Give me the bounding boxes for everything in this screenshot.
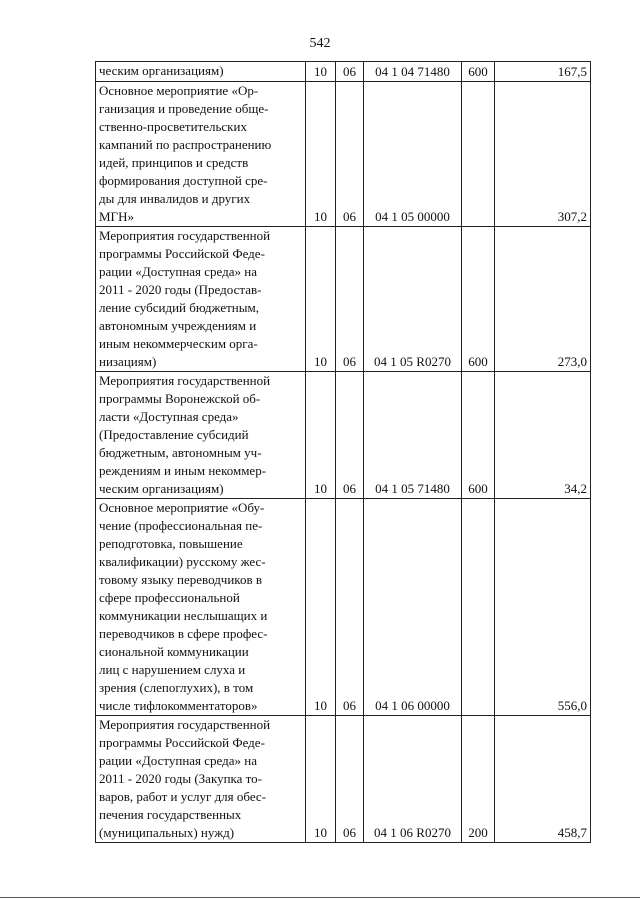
- row-pr: 06: [336, 62, 364, 82]
- table-row: [96, 499, 591, 716]
- row-amount: 273,0: [495, 227, 591, 372]
- row-name: ческим организациям): [96, 62, 306, 82]
- row-amount: 167,5: [495, 62, 591, 82]
- row-amount: 307,2: [495, 82, 591, 227]
- row-vr: [462, 499, 495, 716]
- row-rz: 10: [306, 716, 336, 843]
- row-vr: 600: [462, 62, 495, 82]
- row-name: Основное мероприятие «Ор- ганизация и проведение обще- ственно-просветительских кампаний по распространению идей, принципов и средств формирования доступной сре- ды для инвалидов и других МГН»: [96, 82, 306, 227]
- row-rz: 10: [306, 82, 336, 227]
- row-amount: 34,2: [495, 372, 591, 499]
- row-vr: [462, 82, 495, 227]
- table-row: [96, 372, 591, 499]
- row-pr: 06: [336, 372, 364, 499]
- row-vr: 600: [462, 372, 495, 499]
- table-row: [96, 716, 591, 843]
- row-csr: 04 1 05 71480: [364, 372, 462, 499]
- row-name: Мероприятия государственной программы Российской Феде- рации «Доступная среда» на 2011 - 2020 годы (Закупка то- варов, работ и услуг для обес- печения государственных (муниципальных) нужд): [96, 716, 306, 843]
- budget-table: [95, 61, 591, 843]
- table-row: [96, 62, 591, 82]
- row-csr: 04 1 05 00000: [364, 82, 462, 227]
- table-row: [96, 82, 591, 227]
- row-csr: 04 1 06 R0270: [364, 716, 462, 843]
- row-pr: 06: [336, 227, 364, 372]
- row-csr: 04 1 04 71480: [364, 62, 462, 82]
- page-bottom-rule: [0, 897, 640, 898]
- row-amount: 556,0: [495, 499, 591, 716]
- row-csr: 04 1 05 R0270: [364, 227, 462, 372]
- row-vr: 600: [462, 227, 495, 372]
- page-number: 542: [309, 36, 331, 51]
- row-name: Основное мероприятие «Обу- чение (профессиональная пе- реподготовка, повышение квалификации) русскому жес- товому языку переводчиков в сфере профессиональной коммуникации неслышащих и переводчиков в сфере профес- сиональной коммуникации лиц с нарушением слуха и зрения (слепоглухих), в том числе тифлокомментаторов»: [96, 499, 306, 716]
- row-rz: 10: [306, 499, 336, 716]
- row-pr: 06: [336, 499, 364, 716]
- row-rz: 10: [306, 372, 336, 499]
- row-csr: 04 1 06 00000: [364, 499, 462, 716]
- row-rz: 10: [306, 62, 336, 82]
- row-pr: 06: [336, 82, 364, 227]
- row-rz: 10: [306, 227, 336, 372]
- row-amount: 458,7: [495, 716, 591, 843]
- row-name: Мероприятия государственной программы Российской Феде- рации «Доступная среда» на 2011 - 2020 годы (Предостав- ление субсидий бюджетным, автономным учреждениям и иным некоммерческим орга- низациям): [96, 227, 306, 372]
- row-name: Мероприятия государственной программы Воронежской об- ласти «Доступная среда» (Предоставление субсидий бюджетным, автономным уч- реждениям и иным некоммер- ческим организациям): [96, 372, 306, 499]
- table-row: [96, 227, 591, 372]
- row-pr: 06: [336, 716, 364, 843]
- row-vr: 200: [462, 716, 495, 843]
